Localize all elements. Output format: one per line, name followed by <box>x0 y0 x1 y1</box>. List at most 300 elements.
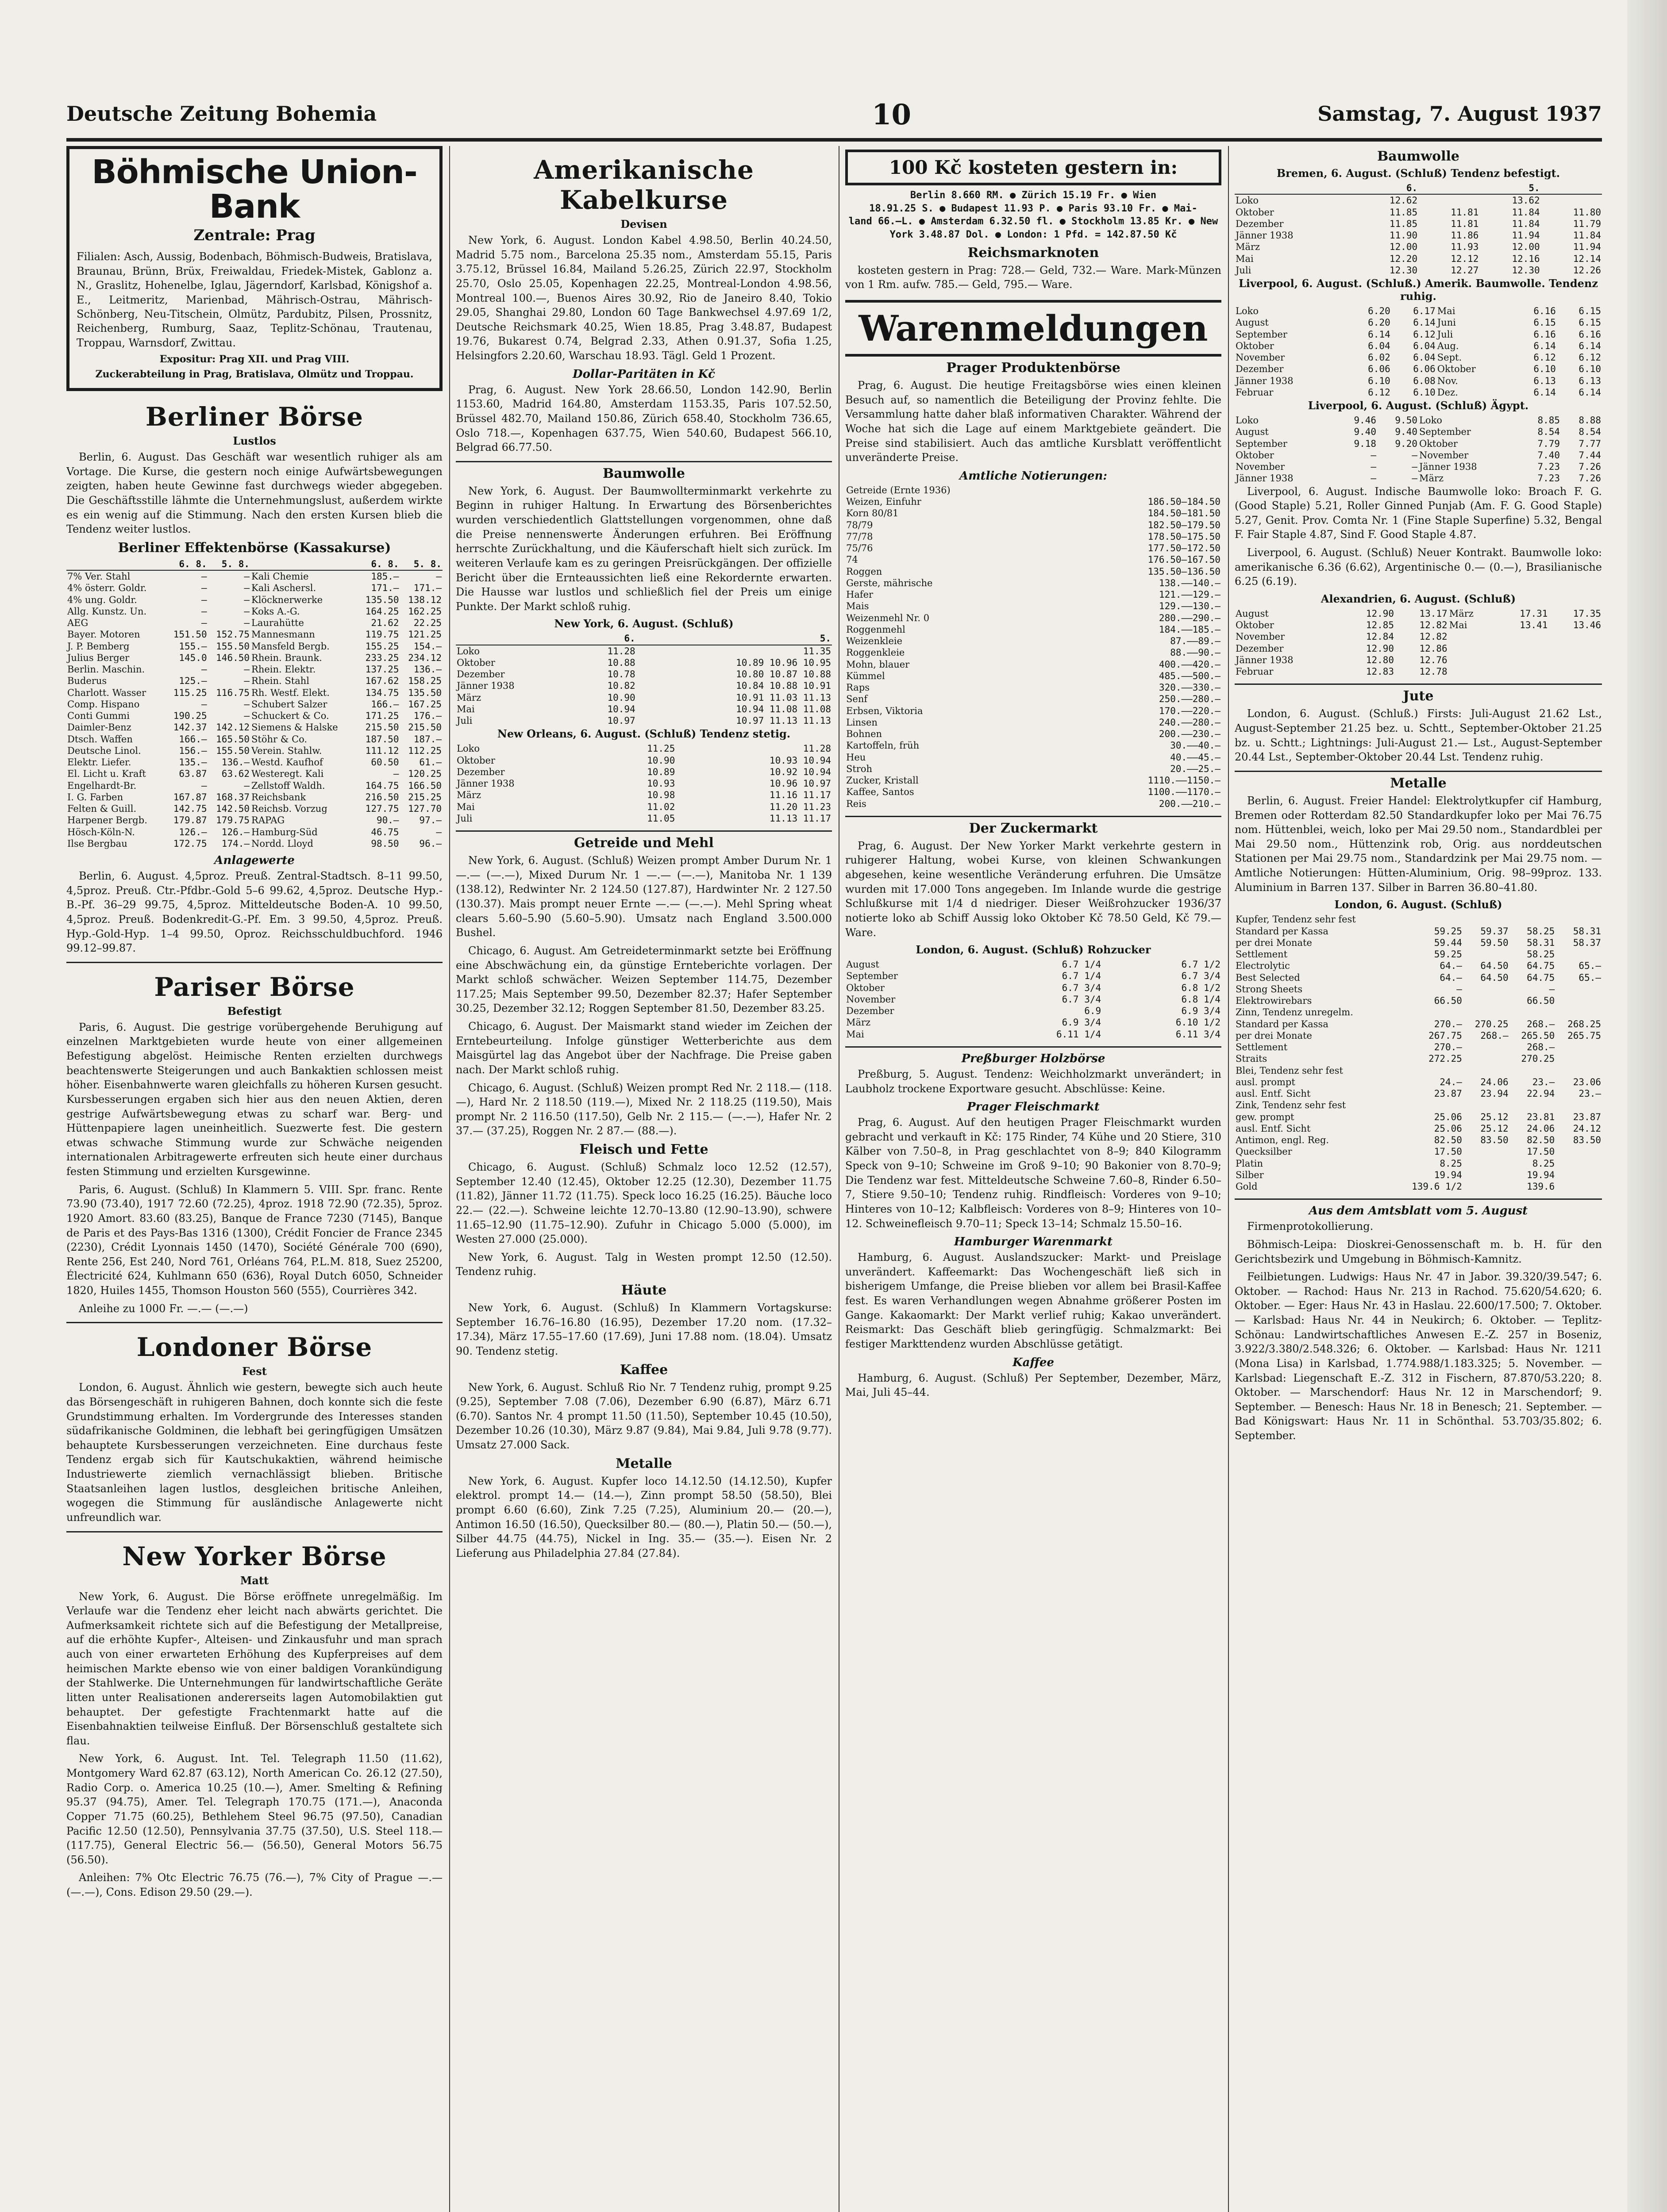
table-cell: Loko <box>1419 415 1442 426</box>
table-header-cell: 5. <box>636 633 832 645</box>
table-cell: 11.79 <box>1573 218 1601 229</box>
table-row <box>845 1029 1221 1040</box>
table-cell: 7.26 <box>1578 473 1601 484</box>
table-row <box>1235 1018 1602 1030</box>
table-cell: 12.86 <box>1419 643 1448 654</box>
table-cell: 164.75 <box>365 780 399 791</box>
table-cell: Mansfeld Bergb. <box>251 641 330 652</box>
table-cell: 12.12 <box>1451 253 1479 264</box>
table-row <box>1235 352 1602 363</box>
table-cell: 30.—–40.— <box>1170 740 1220 751</box>
table-row <box>1235 1181 1602 1192</box>
table-cell: 280.—–290.— <box>1159 612 1220 623</box>
table-cell: 127.75 <box>365 803 399 814</box>
table-cell: Heu <box>846 752 866 763</box>
table-cell: 135.— <box>179 757 207 768</box>
table-row <box>845 775 1221 786</box>
table-cell: 58.25 <box>1527 926 1555 937</box>
table-cell: 12.85 <box>1366 620 1394 631</box>
table-cell: 6.13 <box>1578 375 1601 386</box>
table-row <box>1235 1053 1602 1064</box>
table-row <box>845 752 1221 763</box>
table-cell: 75/76 <box>846 543 873 553</box>
table-cell: 9.50 <box>1395 415 1417 426</box>
table-row <box>1235 207 1602 218</box>
table-row <box>66 617 443 629</box>
table-cell: 11.90 <box>1389 230 1418 241</box>
table-cell: 4% österr. Goldr. <box>67 583 147 594</box>
table-cell: 6.04 <box>1413 352 1436 363</box>
table-row <box>456 668 832 680</box>
table-cell: 19.94 <box>1434 1169 1462 1180</box>
table-row <box>845 682 1221 693</box>
page-number: 10 <box>872 98 912 131</box>
table-row <box>845 519 1221 531</box>
newyork-bonds: Anleihen: 7% Otc Electric 76.75 (76.—), 7% City of Prague —.— (—.—), Cons. Edison 29.50 (29.—). <box>66 1871 443 1899</box>
table-cell: Mai <box>457 703 475 714</box>
table-cell: 184.—–185.— <box>1159 624 1220 635</box>
table-cell: 12.27 <box>1451 265 1479 276</box>
table-cell: J. P. Bemberg <box>67 641 130 652</box>
table-cell: 166.— <box>371 699 399 710</box>
table-cell: Settlement <box>1236 949 1288 960</box>
section-title-paris: Pariser Börse <box>154 972 355 1002</box>
grain-chicago-2: Chicago, 6. August. Der Maismarkt stand wieder im Zeichen der Erntebeurteilung. Infolge günstiger Wetterberichte aus dem Maisgürtel lag das Angebot über der Nachfrage. Die Preise gaben nach. Der Markt schloß ruhig. <box>456 1020 832 1076</box>
table-row <box>845 970 1221 982</box>
table-cell: 6.9 <box>1084 1006 1101 1017</box>
table-cell: 174.— <box>221 838 250 849</box>
table-cell: 6.16 <box>1533 306 1556 316</box>
section-title-metals-ny: Metalle <box>616 1455 672 1471</box>
metals-london-title: London, 6. August. (Schluß) <box>1334 898 1502 911</box>
table-cell: — <box>244 594 250 605</box>
table-cell: 6.14 <box>1368 329 1390 340</box>
table-cell: 59.37 <box>1480 926 1509 937</box>
table-cell: — <box>244 710 250 722</box>
section-title-cables: Amerikanische Kabelkurse <box>534 155 754 215</box>
table-cell: Oktober <box>846 982 885 993</box>
table-cell: Juli <box>457 813 473 824</box>
table-cell: 6.7 3/4 <box>1181 971 1220 982</box>
table-cell: — <box>244 618 250 629</box>
table-cell: 8.88 <box>1578 415 1601 426</box>
table-cell: 156.— <box>179 745 207 756</box>
grain-chicago-3: Chicago, 6. August. (Schluß) Weizen prompt Red Nr. 2 118.— (118.—), Hard Nr. 2 118.50 (119.—), Mixed Nr. 2 118.25 (119.50), Mais prompt Nr. 2 116.50 (117.50), Gelb Nr. 2 115.— (—.—), Hafer Nr. 2 37.— (37.25), Roggen Nr. 2 87.— (88.—). <box>456 1081 832 1137</box>
table-cell: 146.50 <box>216 652 250 663</box>
table-cell: 58.25 <box>1527 949 1555 960</box>
table-cell: — <box>244 780 250 791</box>
table-cell: Platin <box>1236 1158 1263 1169</box>
wood-exchange-text: Preßburg, 5. August. Tendenz: Weichholzmarkt unverändert; in Laubholz trockene Exportware gesucht. Abschlüsse: Keine. <box>845 1068 1221 1095</box>
newyork-quotes: New York, 6. August. Int. Tel. Telegraph 11.50 (11.62), Montgomery Ward 62.87 (63.12), North American Co. 26.12 (27.50), Radio Corp. o. America 10.25 (10.—), Amer. Smelting & Refining 95.37 (94.75), Amer. Tel. Telegraph 170.75 (171.—), Anaconda Copper 71.75 (60.25), Bethlehem Steel 96.75 (97.50), Canadian Pacific 12.50 (12.50), Pennsylvania 37.75 (37.50), U.S. Steel 118.— (117.75), General Electric 56.— (56.50), General Motors 56.75 (56.50). <box>66 1752 443 1866</box>
table-cell: Juli <box>1437 329 1453 340</box>
table-cell: 6.13 <box>1533 375 1556 386</box>
table-cell: Felten & Guill. <box>67 803 137 814</box>
table-cell: 12.90 <box>1366 643 1394 654</box>
table-cell: 65.— <box>1578 972 1601 983</box>
table-cell: März <box>457 692 481 703</box>
table-cell: 82.50 <box>1434 1135 1462 1145</box>
table-cell: November <box>1236 461 1285 472</box>
table-cell: 10.92 10.94 <box>769 766 831 777</box>
table-row <box>1235 643 1602 654</box>
table-row <box>66 757 443 768</box>
table-cell: 142.12 <box>216 722 250 733</box>
table-cell: Daimler-Benz <box>67 722 131 733</box>
table-cell <box>1463 949 1509 960</box>
meat-market-text: Prag, 6. August. Auf den heutigen Prager Fleischmarkt wurden gebracht und verkauft in Kč: 175 Rinder, 74 Kühe und 20 Stiere, 310 Kälber von 7.50–8, in Prag geschlachtet von 8–9; 840 Kilogramm Speck von 9–10; Schweine im Groß 9–10; 90 Bakonier von 8.70–9; Die Tendenz war fest. Mitteldeutsche Schweine 7.60–8, Rinder 6.50–7, Stiere 9.50–10; Tendenz ruhig. Rindfleisch: Vorderes von 9–10; Hinteres von 10–12; Kalbfleisch: Vorderes von 8–9; Hinteres von 10–12. Schweinefleisch 9.70–11; Speck 13–14; Schmalz 15.50–16. <box>845 1116 1221 1230</box>
table-row <box>66 687 443 699</box>
table-cell: 6.20 <box>1368 306 1390 316</box>
table-cell: Kaffee, Santos <box>846 787 914 798</box>
table-cell: 60.50 <box>371 757 399 768</box>
table-row <box>845 670 1221 682</box>
table-cell: 162.25 <box>408 606 442 617</box>
table-row <box>66 733 443 745</box>
table-cell: September <box>846 971 898 982</box>
liverpool-egypt-title: Liverpool, 6. August. (Schluß) Ägypt. <box>1308 399 1529 412</box>
divider <box>66 1531 443 1532</box>
table-cell: 11.02 <box>647 801 675 812</box>
table-header-cell <box>1235 182 1357 194</box>
table-cell: Rhein. Stahl <box>251 676 309 687</box>
table-cell: Westd. Kaufhof <box>251 757 323 768</box>
table-cell: Dezember <box>1236 643 1284 654</box>
table-row <box>845 786 1221 798</box>
table-cell: August <box>1236 317 1269 328</box>
table-cell: Ilse Bergbau <box>67 838 127 849</box>
table-cell: August <box>1236 608 1269 619</box>
table-cell: Mai <box>846 1029 864 1040</box>
table-cell <box>1448 631 1495 642</box>
table-cell: 7.40 <box>1537 449 1560 461</box>
table-cell: 166.— <box>179 733 207 745</box>
table-cell: 83.50 <box>1480 1135 1509 1145</box>
table-cell: I. G. Farben <box>67 791 123 803</box>
section-title-cotton-ny: Baumwolle <box>602 465 685 481</box>
table-header-row <box>456 633 832 645</box>
table-cell: — <box>1371 461 1377 472</box>
table-cell: 270.— <box>1434 1042 1462 1052</box>
metals-ny-text: New York, 6. August. Kupfer loco 14.12.50 (14.12.50), Kupfer elektrol. prompt 14.— (14.—), Zinn prompt 58.50 (58.50), Blei prompt 6.60 (6.60), Zink 7.25 (7.25), Aluminium 20.— (20.—), Antimon 16.50 (16.50), Quecksilber 80.— (80.—), Platin 50.— (50.—), Silber 44.75 (44.75), Nickel in Ing. 35.— (35.—). Eisen Nr. 2 Lieferung aus Philadelphia 27.84 (27.84). <box>456 1475 832 1559</box>
table-cell: Oktober <box>457 755 495 766</box>
table-cell: 25.12 <box>1480 1111 1509 1122</box>
bank-ad-exchange: Expositur: Prag XII. und Prag VIII. <box>159 353 350 365</box>
table-header-cell <box>1418 182 1479 194</box>
official-quotes-title: Amtliche Notierungen: <box>959 469 1108 483</box>
table-cell: 268.— <box>1527 1042 1555 1052</box>
table-cell: 270.25 <box>1521 1053 1555 1064</box>
table-cell: Oktober <box>1236 340 1274 351</box>
table-cell: 178.50–175.50 <box>1147 531 1220 542</box>
table-cell: 138.12 <box>408 594 442 605</box>
table-cell: — <box>201 571 207 582</box>
table-cell: 6.14 <box>1578 340 1601 351</box>
section-sub-berlin: Lustlos <box>233 434 276 448</box>
table-cell: 12.78 <box>1419 666 1448 677</box>
table-row <box>66 570 443 582</box>
table-cell: 12.16 <box>1512 253 1540 264</box>
table-row <box>66 722 443 733</box>
table-cell: 155.50 <box>216 745 250 756</box>
table-row <box>845 959 1221 970</box>
table-cell: 17.31 <box>1520 608 1548 619</box>
section-title-meat: Fleisch und Fette <box>579 1142 708 1157</box>
table-row <box>845 531 1221 542</box>
table-cell: 11.85 <box>1389 207 1418 218</box>
table-cell: November <box>1236 631 1285 642</box>
table-cell: Mai <box>457 801 475 812</box>
table-cell: Dezember <box>457 766 505 777</box>
table-cell: — <box>201 699 207 710</box>
cotton-no-table <box>456 743 832 824</box>
table-cell: 11.13 11.17 <box>769 813 831 824</box>
table-cell: 11.81 <box>1451 207 1479 218</box>
table-cell: 78/79 <box>846 519 873 530</box>
table-header-cell: 6. <box>576 633 636 645</box>
table-cell: Oktober <box>1236 449 1274 461</box>
table-cell <box>1555 1169 1602 1181</box>
table-row <box>66 826 443 838</box>
table-cell: 6.9 3/4 <box>1062 1017 1101 1028</box>
table-cell: Zucker, Kristall <box>846 775 919 786</box>
table-cell: 154.— <box>413 641 442 652</box>
table-cell: 10.97 11.13 11.13 <box>736 715 831 726</box>
table-cell: Dezember <box>1236 218 1284 229</box>
table-cell: 83.50 <box>1573 1135 1601 1145</box>
table-cell: Nov. <box>1437 375 1458 386</box>
table-cell: 142.50 <box>216 803 250 814</box>
table-header-cell: 6. <box>1357 182 1418 194</box>
berlin-bonds: Berlin, 6. August. 4,5proz. Preuß. Zentral-Stadtsch. 8–11 99.50, 4,5proz. Preuß. Ctr.-Pfdbr.-Gold 5–6 99.62, 4,5proz. Deutsche Hyp.-B.-Pf. 36–29 99.75, 4,5proz. Mitteldeutsche Boden-A. 10 99.50, 4,5proz. Preuß. Bodenkredit-G.-Pf. Em. 3 99.50, 4,5proz. Preuß. Hyp.-Gold-Hyp. 1–4 99.50, Oproz. Reichsschuldbuchford. 1946 99.12–99.87. <box>66 870 443 955</box>
table-cell: Zellstoff Waldh. <box>251 780 325 791</box>
table-cell: 151.50 <box>173 629 207 640</box>
table-cell <box>1463 995 1509 1006</box>
table-cell: 6.12 <box>1413 329 1436 340</box>
table-cell: Standard per Kassa <box>1236 926 1328 937</box>
table-cell: Jänner 1938 <box>1236 230 1294 241</box>
jute-text: London, 6. August. (Schluß.) Firsts: Juli-August 21.62 Lst., August-September 21.25 bez. u. Schtt., September-Oktober 21.25 bz. u. Schtt.; Lightnings: Juli-August 21.— Lst., August-September 20.44 Lst., September-Oktober 20.44 Lst. Tendenz ruhig. <box>1235 707 1602 764</box>
table-row <box>1235 608 1602 619</box>
table-row <box>845 589 1221 600</box>
table-row <box>66 641 443 652</box>
table-cell: 12.90 <box>1366 608 1394 619</box>
table-cell: 6.04 <box>1413 340 1436 351</box>
table-cell: 111.12 <box>365 745 399 756</box>
table-cell: 11.84 <box>1512 218 1540 229</box>
table-cell: 59.44 <box>1434 937 1462 948</box>
table-cell: 22.94 <box>1527 1088 1555 1099</box>
table-cell: 59.50 <box>1480 937 1509 948</box>
table-row <box>66 699 443 710</box>
table-cell <box>1555 1053 1602 1064</box>
table-cell: Hafer <box>846 589 874 600</box>
table-cell <box>1495 666 1549 677</box>
table-cell: 8.54 <box>1578 426 1601 438</box>
table-row <box>66 594 443 606</box>
table-cell: 179.75 <box>216 815 250 826</box>
table-cell: 171.— <box>413 583 442 594</box>
section-title-hides: Häute <box>621 1283 667 1298</box>
bank-ad-subtitle: Zentrale: Prag <box>193 227 316 245</box>
table-cell: — <box>244 571 250 582</box>
table-row <box>1235 1169 1602 1181</box>
table-cell: 155.50 <box>216 641 250 652</box>
table-cell: Februar <box>1236 666 1274 677</box>
divider <box>66 1322 443 1323</box>
table-cell: 164.25 <box>365 606 399 617</box>
table-cell: 65.— <box>1578 960 1601 972</box>
table-cell: September <box>1419 426 1471 438</box>
table-cell: Elektrowirebars <box>1236 995 1312 1006</box>
table-cell: 64.— <box>1440 972 1462 983</box>
table-cell: — <box>244 676 250 687</box>
table-cell: 96.— <box>419 838 442 849</box>
table-cell: 10.91 11.03 11.13 <box>736 692 831 703</box>
table-cell: Juli <box>457 715 473 726</box>
table-cell: 11.25 <box>647 743 675 754</box>
table-header-cell <box>250 558 357 570</box>
table-row <box>845 577 1221 589</box>
table-cell: 6.10 <box>1413 387 1436 398</box>
hamburg-market-text: Hamburg, 6. August. Auslandszucker: Markt- und Preislage unverändert. Kaffeemarkt: Das Wochengeschäft ließ sich in bisherigem Umfange, die Preise blieben vor allem bei Brasil-Kaffee fest. Es waren Verhandlungen wegen Abnahme größerer Posten im Gange. Kakaomarkt: Der Markt verlief ruhig; Kakao unverändert. Reismarkt: Das Geschäft blieb geringfügig. Schmalzmarkt: Bei festiger Markttendenz wurden Abschlüsse getätigt. <box>845 1251 1221 1350</box>
table-row <box>1235 1146 1602 1157</box>
table-row <box>1235 666 1602 677</box>
table-cell: Stroh <box>846 763 873 774</box>
section-sub-newyork: Matt <box>240 1574 269 1587</box>
company-registry-text: Böhmisch-Leipa: Dioskrei-Genossenschaft m. b. H. für den Gerichtsbezirk und Umgebung in Böhmisch-Kamnitz. <box>1235 1238 1602 1265</box>
table-cell: Mai <box>1437 306 1455 316</box>
table-cell: Rhein. Elektr. <box>251 664 316 675</box>
table-cell: 187.50 <box>365 733 399 745</box>
table-cell: Loko <box>1236 415 1259 426</box>
table-row <box>1235 1065 1602 1076</box>
table-cell: 179.87 <box>173 815 207 826</box>
column-3 <box>845 146 1221 2212</box>
table-cell: 7% Ver. Stahl <box>67 571 131 582</box>
metals-berlin-text: Berlin, 6. August. Freier Handel: Elektrolytkupfer cif Hamburg, Bremen oder Rotterdam 82.50 Standardkupfer loko per Mai 76.75 nom. Hüttenblei, weich, loko per Mai 29.50 nom., Standardblei per Mai 29.50 nom., Hüttenzink rob, Orig. aus norddeutschen Stationen per Mai 29.75 nom., Standardzink per Mai 29.75 nom. — Amtliche Notierungen: Hütten-Aluminium, Orig. 98–99proz. 133. Aluminium in Barren 137. Silber in Barren 36.80–41.80. <box>1235 794 1602 894</box>
table-row <box>1235 438 1602 449</box>
table-cell: 176.— <box>413 710 442 722</box>
bank-advertisement <box>66 146 443 391</box>
berlin-stock-table <box>66 558 443 849</box>
table-cell: Mohn, blauer <box>846 659 910 670</box>
table-row <box>845 484 1221 496</box>
liverpool-cotton-table <box>1235 305 1602 398</box>
table-row <box>1235 1111 1602 1123</box>
table-row <box>1235 1076 1602 1088</box>
table-cell: März <box>1419 473 1444 484</box>
paris-report: Paris, 6. August. Die gestrige vorübergehende Beruhigung auf einzelnen Marktgebieten wurde heute von einer allgemeinen Befestigung abgelöst. Heimische Renten erzielten durchwegs beachtenswerte Steigerungen und auch Bankaktien schlossen meist höher. Eisenbahnwerte waren gleichfalls zu höheren Kursen gesucht. Kursbesserungen ergaben sich hier aus den neuen Aktien, deren gestrige Aufwärtsbewegung etwas zu scharf war. Berg- und Hüttenpapiere lagen uneinheitlich. Suezwerte fest. Die gestern etwas schwache Stimmung wurde zur Schwäche neigenden internationalen Arbitragewerte erfreuten sich heute einer durchaus festen Stimmung und erzielten Kursgewinne. <box>66 1021 443 1178</box>
table-cell: Westeregt. Kali <box>251 768 324 780</box>
table-cell: 11.84 <box>1573 230 1601 241</box>
table-cell: Zink, Tendenz sehr fest <box>1236 1100 1346 1111</box>
table-cell: 13.41 <box>1520 620 1548 631</box>
table-cell: März <box>846 1017 871 1028</box>
table-cell: 12.00 <box>1512 242 1540 253</box>
divider <box>1235 771 1602 772</box>
table-row <box>1235 949 1602 960</box>
table-cell <box>1555 983 1602 995</box>
table-row <box>845 717 1221 728</box>
section-sub-paris: Befestigt <box>227 1004 282 1018</box>
bremen-title: Bremen, 6. August. (Schluß) Tendenz befestigt. <box>1276 167 1560 180</box>
table-cell: — <box>201 780 207 791</box>
table-cell: 6.12 <box>1533 352 1556 363</box>
table-cell: 1110.—–1150.— <box>1147 775 1220 786</box>
table-cell: 6.7 3/4 <box>1062 982 1101 993</box>
paris-quotes: Paris, 6. August. (Schluß) In Klammern 5. VIII. Spr. franc. Rente 73.90 (73.40), 1917 72.60 (72.25), 4proz. 1918 72.90 (72.35), 5proz. 1920 Amort. 83.60 (83.25), Banque de France 7230 (7145), Banque de Paris et des Pays-Bas 1316 (1300), Crédit Foncier de France 2345 (2230), Crédit Lyonnais 1450 (1470), Société Générale 700 (690), Rente 256, Est 240, Nord 761, Orléans 764, P.L.M. 818, Suez 25200, Électricité 624, Kuhlmann 650 (636), Royal Dutch 6050, Schneider 1820, Huiles 1455, Thomson Houston 560 (555), Courrières 342. <box>66 1183 443 1297</box>
table-row <box>66 768 443 780</box>
divider <box>456 461 832 462</box>
table-cell: Loko <box>457 743 480 754</box>
table-cell: 23.87 <box>1573 1111 1601 1122</box>
table-cell: 265.75 <box>1567 1030 1601 1041</box>
table-cell: 10.78 <box>607 669 635 680</box>
table-row <box>456 657 832 668</box>
table-cell: 24.12 <box>1573 1123 1601 1134</box>
table-cell: 171.— <box>371 583 399 594</box>
table-cell: Juli <box>1236 265 1251 276</box>
table-cell <box>1555 995 1602 1006</box>
table-cell <box>1066 484 1221 496</box>
table-cell: 12.14 <box>1573 253 1601 264</box>
table-row <box>1235 253 1602 265</box>
table-cell: 6.06 <box>1413 364 1436 375</box>
table-header-cell: 5. 8. <box>208 558 250 570</box>
table-row <box>1235 218 1602 230</box>
table-cell: 7.23 <box>1537 461 1560 472</box>
table-row <box>66 791 443 803</box>
table-cell: Verein. Stahlw. <box>251 745 322 756</box>
table-cell: 23.94 <box>1480 1088 1509 1099</box>
table-cell: 10.80 10.87 10.88 <box>736 669 831 680</box>
table-cell: 119.75 <box>365 629 399 640</box>
table-cell: 142.75 <box>173 803 207 814</box>
liverpool-new-contract-text: Liverpool, 6. August. (Schluß) Neuer Kontrakt. Baumwolle loko: amerikanische 6.36 (6.62), Argentinische 0.— (0.—), Brasilianische 6.25 (6.19). <box>1235 546 1602 588</box>
table-cell: 215.50 <box>408 722 442 733</box>
table-cell <box>1463 983 1509 995</box>
paris-tail: Anleihe zu 1000 Fr. —.— (—.—) <box>79 1302 248 1315</box>
table-cell: Juni <box>1437 317 1456 328</box>
table-cell: Loko <box>1236 306 1259 316</box>
table-row <box>1235 461 1602 472</box>
table-cell: 200.—–210.— <box>1159 798 1220 809</box>
table-cell: Stöhr & Co. <box>251 733 308 745</box>
table-cell: März <box>1449 608 1474 619</box>
table-cell: Oktober <box>1437 364 1476 375</box>
table-cell: 168.37 <box>216 791 250 803</box>
table-cell: 121.25 <box>408 629 442 640</box>
table-row <box>845 600 1221 612</box>
table-cell <box>1509 1006 1556 1018</box>
table-cell: 25.06 <box>1434 1123 1462 1134</box>
table-cell: 177.50–172.50 <box>1147 543 1220 553</box>
table-cell: 6.02 <box>1368 352 1390 363</box>
berlin-report: Berlin, 6. August. Das Geschäft war wesentlich ruhiger als am Vortage. Die Kurse, die gestern noch einige Aufwärtsbewegungen zeigten, haben heute Gewinne fast durchwegs wieder abgegeben. Die Geschäftsstille lähmte die Unternehmungslust, außerdem wirkte es ein wenig auf die Stimmung. Nach den ersten Kursen blieb die Tendenz weiter lustlos. <box>66 451 443 536</box>
table-cell: 6.10 <box>1533 364 1556 375</box>
table-cell: Jänner 1938 <box>457 778 515 789</box>
table-cell: 129.—–130.— <box>1159 601 1220 612</box>
table-cell: 12.26 <box>1573 265 1601 276</box>
table-cell <box>1555 1181 1602 1192</box>
table-row <box>845 740 1221 751</box>
company-registry-title: Firmenprotokollierung. <box>1247 1220 1374 1233</box>
table-cell: 136.— <box>413 664 442 675</box>
table-cell: 155.— <box>179 641 207 652</box>
table-cell: 12.82 <box>1419 631 1448 642</box>
official-gazette-title: Aus dem Amtsblatt vom 5. August <box>1309 1204 1528 1218</box>
